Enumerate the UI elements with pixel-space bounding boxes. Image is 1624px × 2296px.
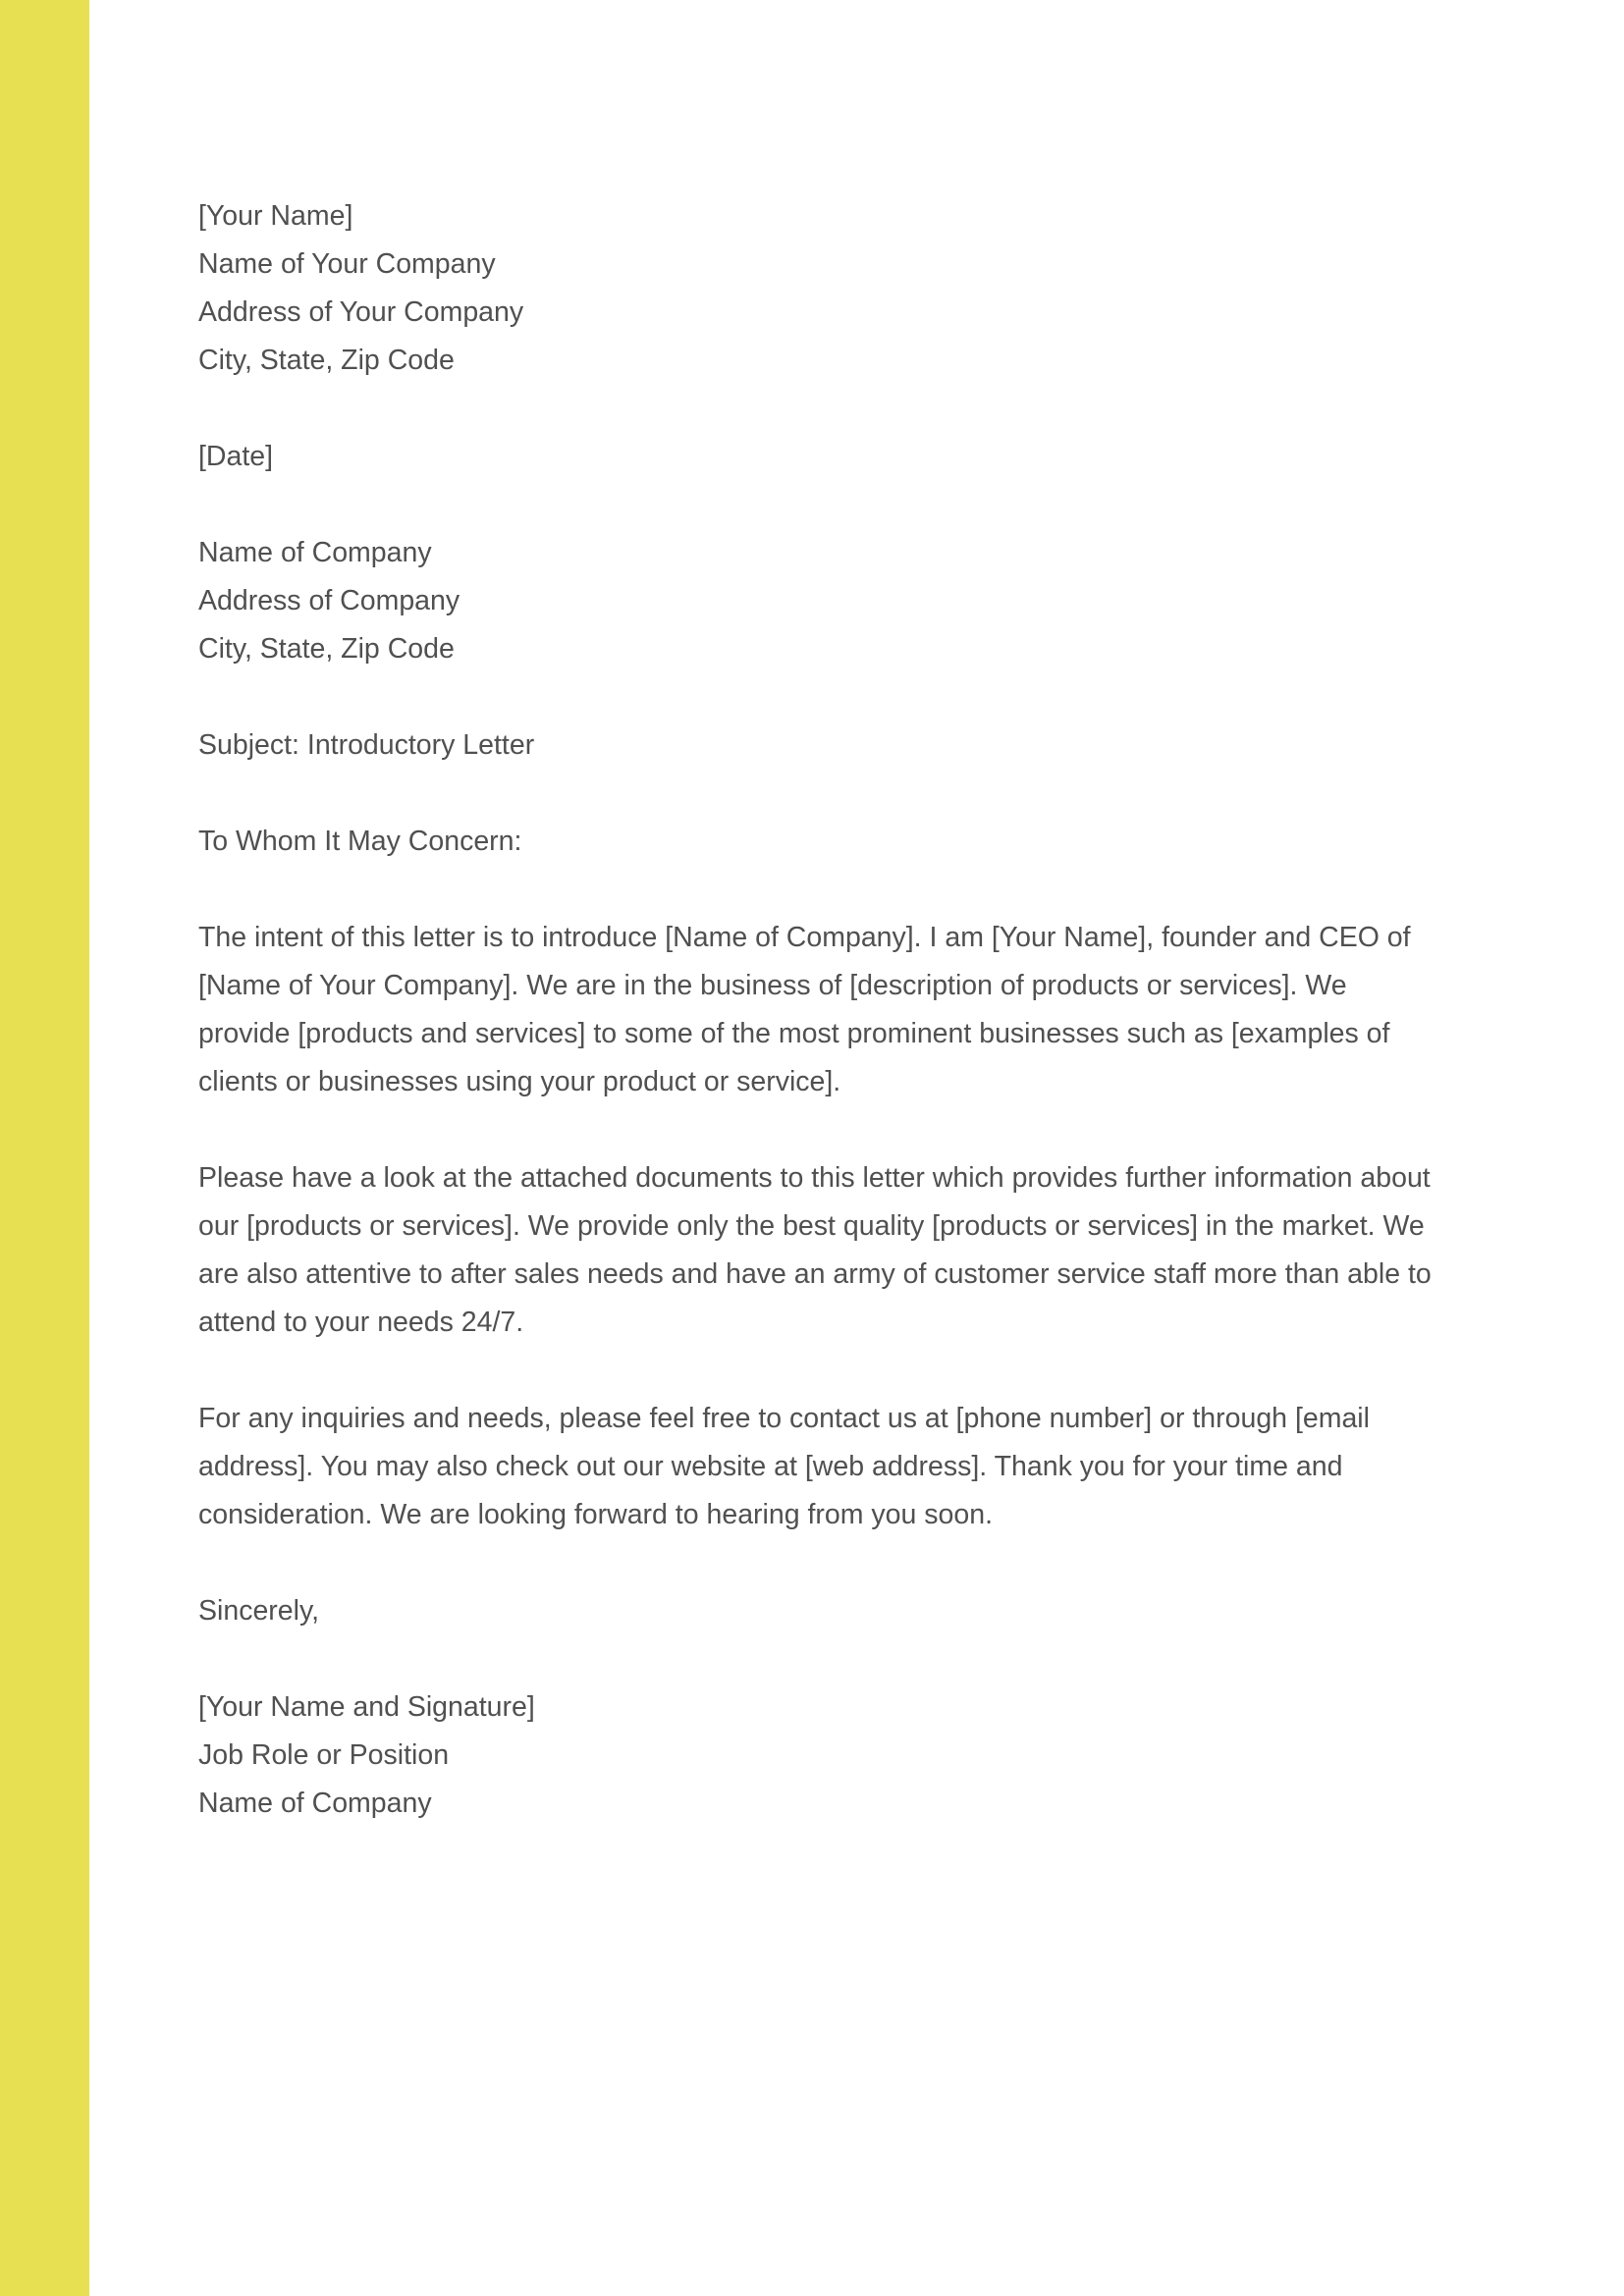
paragraph-line: consideration. We are looking forward to hearing from you soon. <box>198 1499 993 1530</box>
signature-name: [Your Name and Signature] <box>198 1691 535 1723</box>
paragraph-line: are also attentive to after sales needs and have an army of customer service staff more than able to <box>198 1258 1432 1290</box>
sender-city-state-zip: City, State, Zip Code <box>198 345 455 376</box>
recipient-city-state-zip: City, State, Zip Code <box>198 633 455 665</box>
paragraph-line: attend to your needs 24/7. <box>198 1307 524 1338</box>
paragraph-line: clients or businesses using your product or service]. <box>198 1066 841 1097</box>
body-paragraph-3 <box>198 1395 1475 1539</box>
closing: Sincerely, <box>198 1595 320 1627</box>
signature-role: Job Role or Position <box>198 1739 450 1771</box>
letter-date: [Date] <box>198 441 274 472</box>
sender-address: Address of Your Company <box>198 296 524 328</box>
sender-address-block <box>198 192 1475 385</box>
recipient-company: Name of Company <box>198 537 432 568</box>
recipient-address-block <box>198 529 1475 673</box>
sender-name: [Your Name] <box>198 200 353 232</box>
paragraph-line: [Name of Your Company]. We are in the business of [description of products or services]. We <box>198 970 1347 1001</box>
paragraph-line: provide [products and services] to some of the most prominent businesses such as [examples of <box>198 1018 1390 1049</box>
accent-side-bar <box>0 0 89 2296</box>
signature-company: Name of Company <box>198 1788 432 1819</box>
date-block <box>198 433 1475 481</box>
sender-company: Name of Your Company <box>198 248 496 280</box>
salutation: To Whom It May Concern: <box>198 826 522 857</box>
body-paragraph-2 <box>198 1154 1475 1347</box>
closing-block <box>198 1587 1475 1635</box>
letter-content <box>198 192 1475 1828</box>
paragraph-line: address]. You may also check out our website at [web address]. Thank you for your time and <box>198 1451 1343 1482</box>
salutation-block <box>198 818 1475 866</box>
paragraph-line: The intent of this letter is to introduce [Name of Company]. I am [Your Name], founder and CEO of <box>198 922 1411 953</box>
subject-line: Subject: Introductory Letter <box>198 729 535 761</box>
paragraph-line: our [products or services]. We provide only the best quality [products or services] in the market. We <box>198 1210 1425 1242</box>
signature-block <box>198 1683 1475 1828</box>
body-paragraph-1 <box>198 914 1475 1106</box>
recipient-address: Address of Company <box>198 585 460 616</box>
paragraph-line: Please have a look at the attached documents to this letter which provides further information about <box>198 1162 1431 1194</box>
subject-block <box>198 721 1475 770</box>
paragraph-line: For any inquiries and needs, please feel free to contact us at [phone number] or through [email <box>198 1403 1370 1434</box>
